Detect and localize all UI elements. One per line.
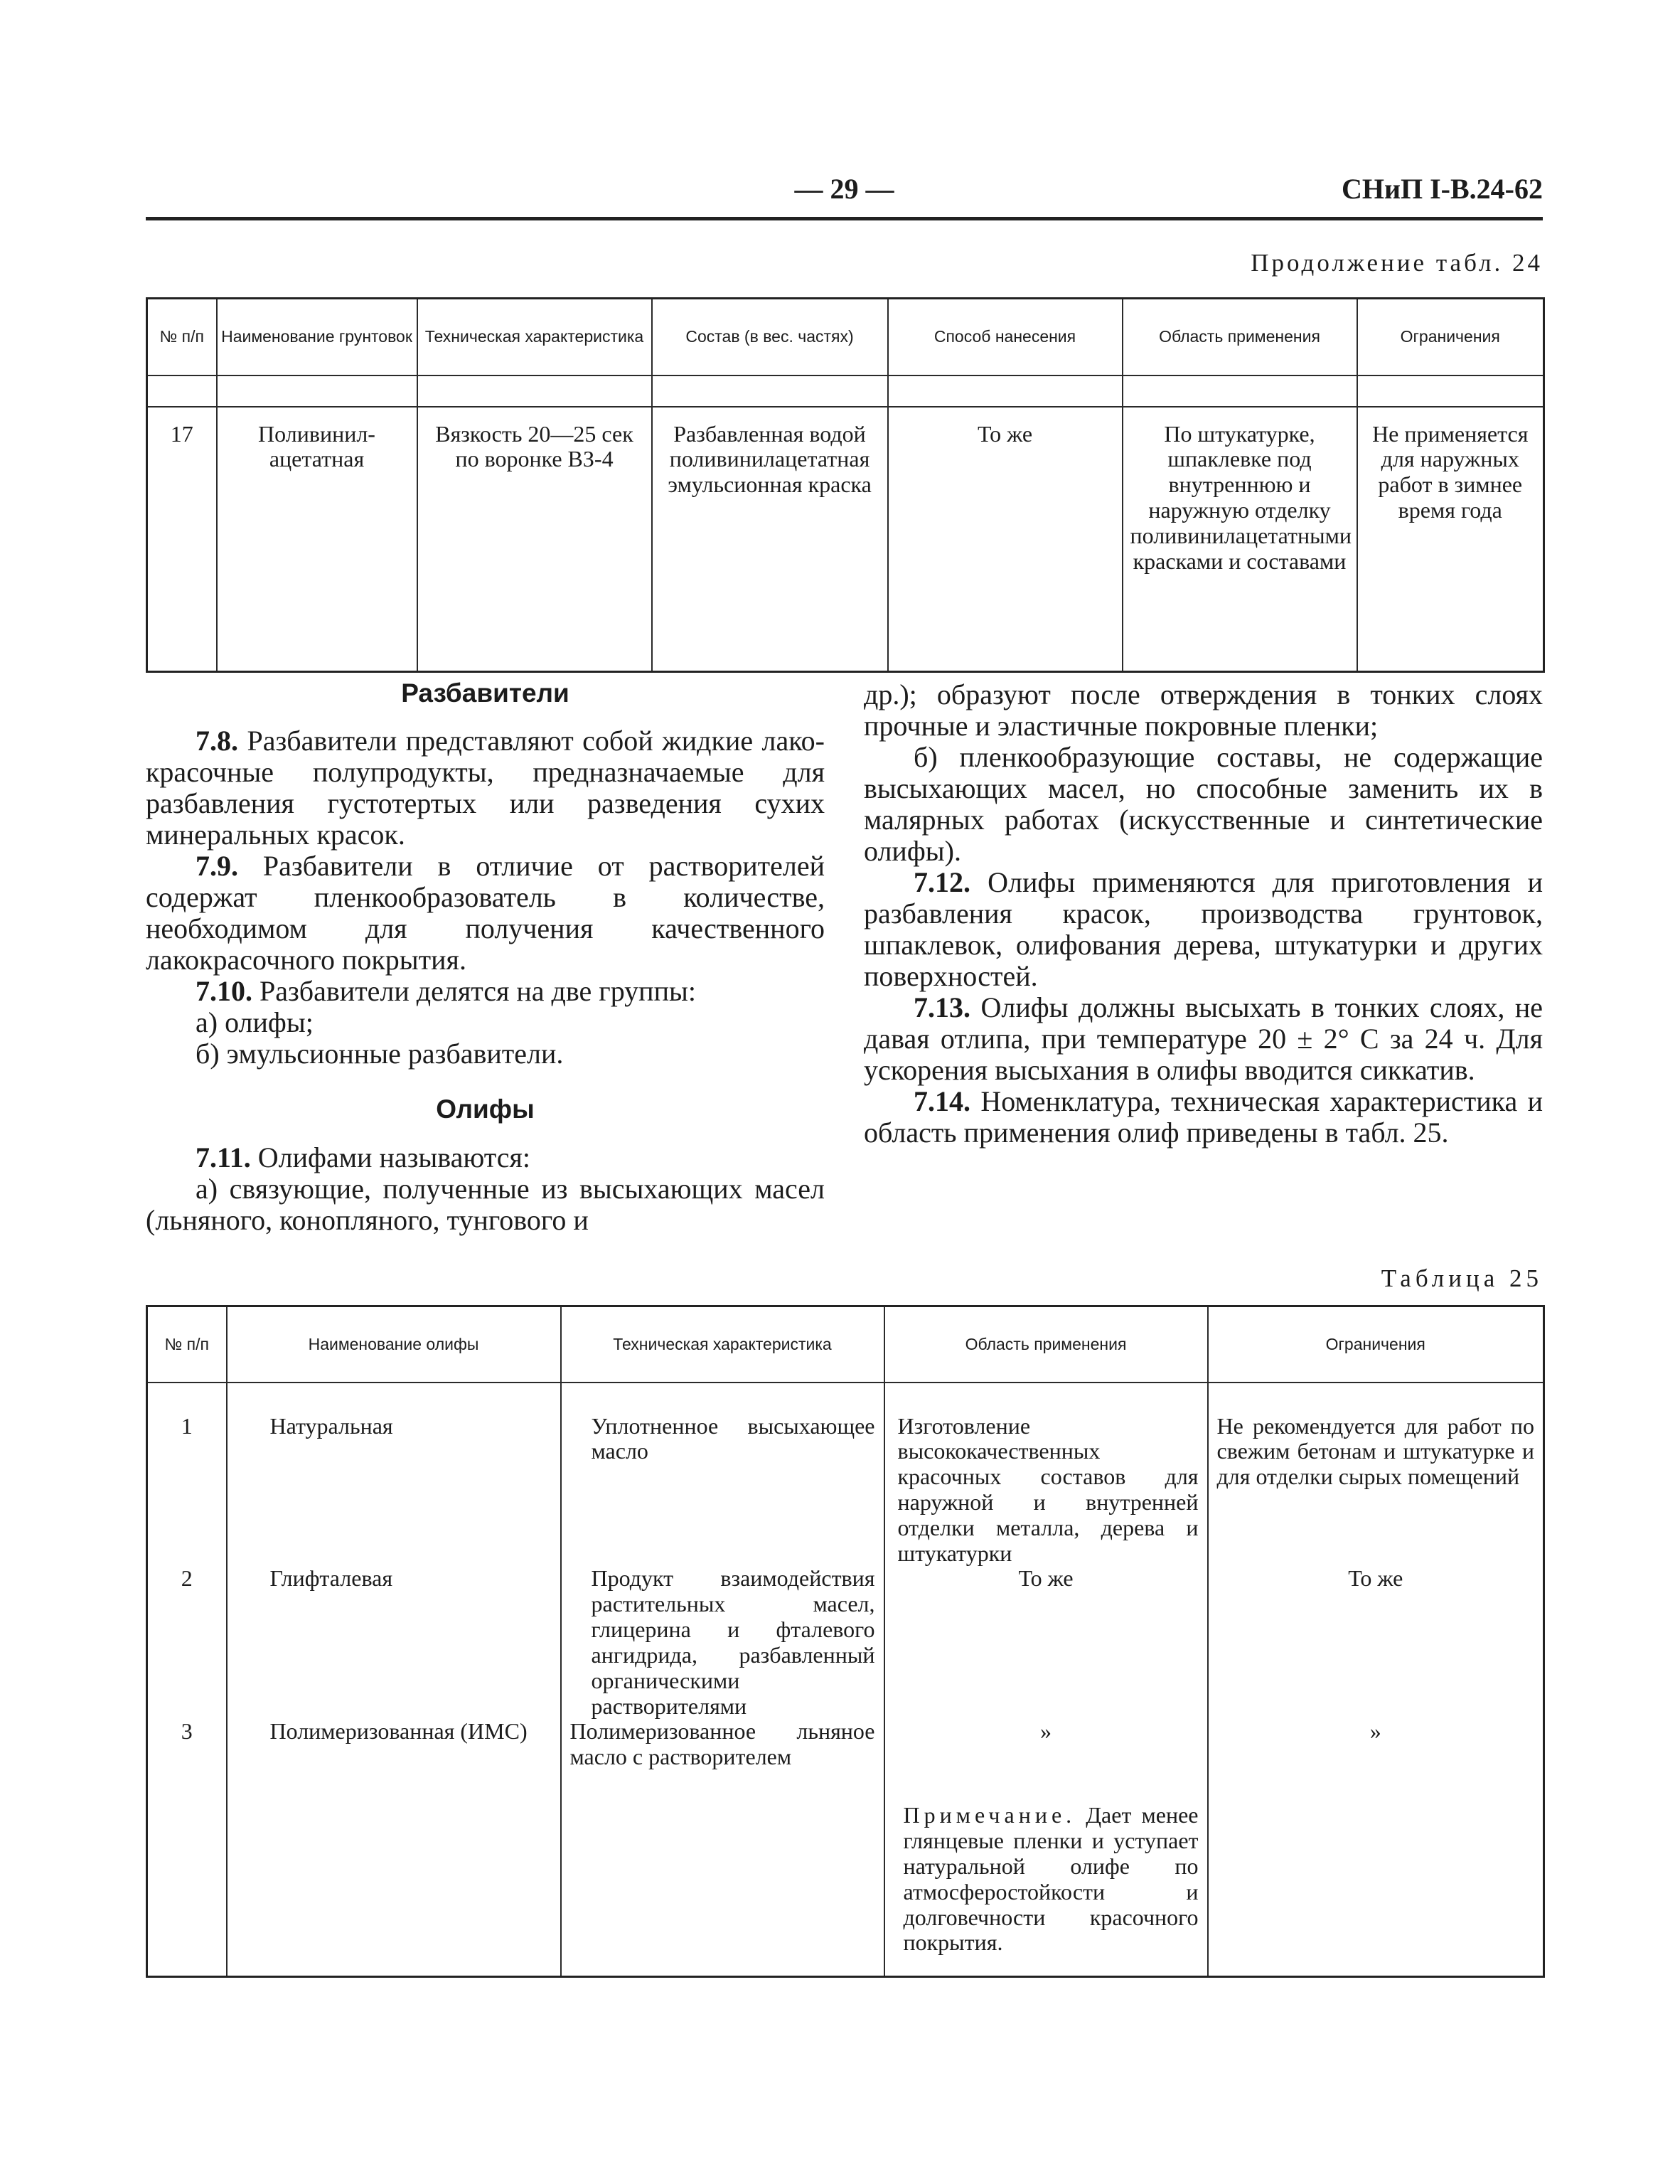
paragraph-7-14 [864, 1086, 1543, 1149]
table25-cell-name: Натуральная [227, 1414, 561, 1567]
header-rule [146, 217, 1543, 220]
paragraph-7-8 [146, 725, 825, 851]
table24-cell-tech: Вязкость 20—25 сек по воронке ВЗ-4 [417, 407, 652, 672]
clause-number: 7.13. [914, 991, 970, 1023]
clause-text: Номенклатура, техническая характеристика и область применения олиф приведены в табл. 25. [864, 1085, 1543, 1149]
table24-caption: Продолжение табл. 24 [1251, 249, 1543, 277]
paragraph-7-11-a-continued: др.); образуют после отверждения в тонких слоях прочные и эластичные покровные пленки; [864, 678, 1543, 742]
table25-cell-application: То же [884, 1566, 1208, 1719]
table25-col-restrictions: Ограничения [1208, 1306, 1544, 1383]
paragraph-7-11-a: а) связующие, полученные из высыхающих масел (льняного, конопляного, тунгового и [146, 1173, 825, 1237]
table24-col-tech: Техническая характеристика [417, 299, 652, 375]
clause-text: Разбавители представляют собой жидкие лако-красочные полупродукты, предназначаемые для разбавления густотертых или разведения сухих минеральных красок. [146, 724, 825, 851]
clause-number: 7.8. [196, 724, 238, 757]
table24-spacer [147, 375, 1544, 407]
document-code: СНиП I-В.24-62 [1341, 173, 1543, 205]
table25-cell-name: Полимеризованная (ИМС) [227, 1719, 561, 1976]
table25-cell-tech: Уплотненное высыхающее масло [561, 1414, 884, 1567]
table-row [147, 407, 1544, 672]
page-header [146, 169, 1543, 212]
table-25 [146, 1305, 1545, 1978]
clause-text: Олифы должны высыхать в тонких слоях, не давая отлипа, при температуре 20 ± 2° С за 24 ч. Для ускорения высыхания в олифы вводится сиккатив. [864, 991, 1543, 1086]
list-item: б) эмульсионные разбавители. [196, 1037, 564, 1070]
table25-cell-tech: Полимеризованное льняное масло с растворителем [561, 1719, 884, 1976]
table25-header-row [147, 1306, 1544, 1383]
table25-cell-application [884, 1719, 1208, 1976]
paragraph-7-13 [864, 992, 1543, 1086]
table24-cell-method: То же [888, 407, 1123, 672]
table25-cell-application: Изготовление высококачественных красочных составов для наружной и внутренней отделки металла, дерева и штукатурки [884, 1414, 1208, 1567]
paragraph-7-10 [146, 976, 825, 1007]
table25-cell-name: Глифталевая [227, 1566, 561, 1719]
clause-number: 7.9. [196, 849, 238, 882]
table25-col-name: Наименование олифы [227, 1306, 561, 1383]
paragraph-7-12 [864, 867, 1543, 992]
table-row [147, 1719, 1544, 1976]
table25-cell-restrictions: » [1208, 1719, 1544, 1976]
paragraph-7-11 [146, 1142, 825, 1173]
note-text: Дает менее глянцевые пленки и уступает натуральной олифе по атмосферостойкости и долговечности красочного покрытия. [903, 1802, 1199, 1956]
clause-text: Разбавители в отличие от растворителей содержат пленкообразователь в количестве, необходимом для получения качественного лакокрасочного покрытия. [146, 849, 825, 976]
clause-number: 7.11. [196, 1141, 251, 1174]
table24-cell-composition: Разбавленная водой поливинилацетатная эмульсионная краска [652, 407, 888, 672]
table25-cell-num: 3 [147, 1719, 227, 1976]
clause-number: 7.14. [914, 1085, 970, 1117]
table24-col-num: № п/п [147, 299, 217, 375]
table25-spacer [147, 1383, 1544, 1414]
table24-cell-restrictions: Не применяется для наружных работ в зимнее время года [1357, 407, 1544, 672]
table24-col-restrictions: Ограничения [1357, 299, 1544, 375]
left-text-column [146, 679, 825, 1236]
table24-col-method: Способ нанесения [888, 299, 1123, 375]
paragraph-7-9 [146, 851, 825, 976]
table-row [147, 1566, 1544, 1719]
application-ditto: » [1040, 1718, 1052, 1744]
clause-number: 7.10. [196, 974, 252, 1007]
table25-cell-restrictions: Не рекомендуется для работ по свежим бетонам и штукатурке и для отделки сырых помещений [1208, 1414, 1544, 1567]
table24-cell-name: Поливинил-ацетатная [217, 407, 417, 672]
table-24 [146, 297, 1545, 673]
table25-cell-num: 1 [147, 1414, 227, 1567]
table24-col-application: Область применения [1123, 299, 1357, 375]
table25-col-tech: Техническая характеристика [561, 1306, 884, 1383]
table25-cell-num: 2 [147, 1566, 227, 1719]
clause-text: Олифы применяются для приготовления и разбавления красок, производства грунтовок, шпаклевок, олифования дерева, штукатурки и других поверхностей. [864, 866, 1543, 992]
clause-text: Разбавители делятся на две группы: [252, 974, 696, 1007]
table25-cell-tech: Продукт взаимодействия растительных масел, глицерина и фталевого ангидрида, разбавленный органическими растворителями [561, 1566, 884, 1719]
table25-col-application: Область применения [884, 1306, 1208, 1383]
note-label: Примечание. [903, 1802, 1076, 1828]
table24-col-composition: Состав (в вес. частях) [652, 299, 888, 375]
page-number: — 29 — [794, 173, 894, 205]
clause-text: Олифами называются: [250, 1141, 530, 1174]
right-text-column [864, 679, 1543, 1149]
table24-cell-application: По штукатурке, шпаклевке под внутреннюю и наружную отделку поливинилацетатными красками и составами [1123, 407, 1357, 672]
list-item: а) олифы; [196, 1006, 314, 1038]
heading-thinners: Разбавители [401, 678, 569, 708]
table24-cell-num: 17 [147, 407, 217, 672]
table25-note [894, 1803, 1199, 1956]
heading-drying-oils: Олифы [436, 1094, 535, 1124]
clause-number: 7.12. [914, 866, 970, 898]
table25-col-num: № п/п [147, 1306, 227, 1383]
table25-caption: Таблица 25 [1381, 1264, 1543, 1292]
table-row [147, 1414, 1544, 1567]
table24-col-name: Наименование грунтовок [217, 299, 417, 375]
table25-cell-restrictions: То же [1208, 1566, 1544, 1719]
table24-header-row [147, 299, 1544, 375]
paragraph-7-11-b: б) пленкообразующие составы, не содержащие высыхающих масел, но способные заменить их в малярных работах (искусственные и синтетические олифы). [864, 741, 1543, 867]
